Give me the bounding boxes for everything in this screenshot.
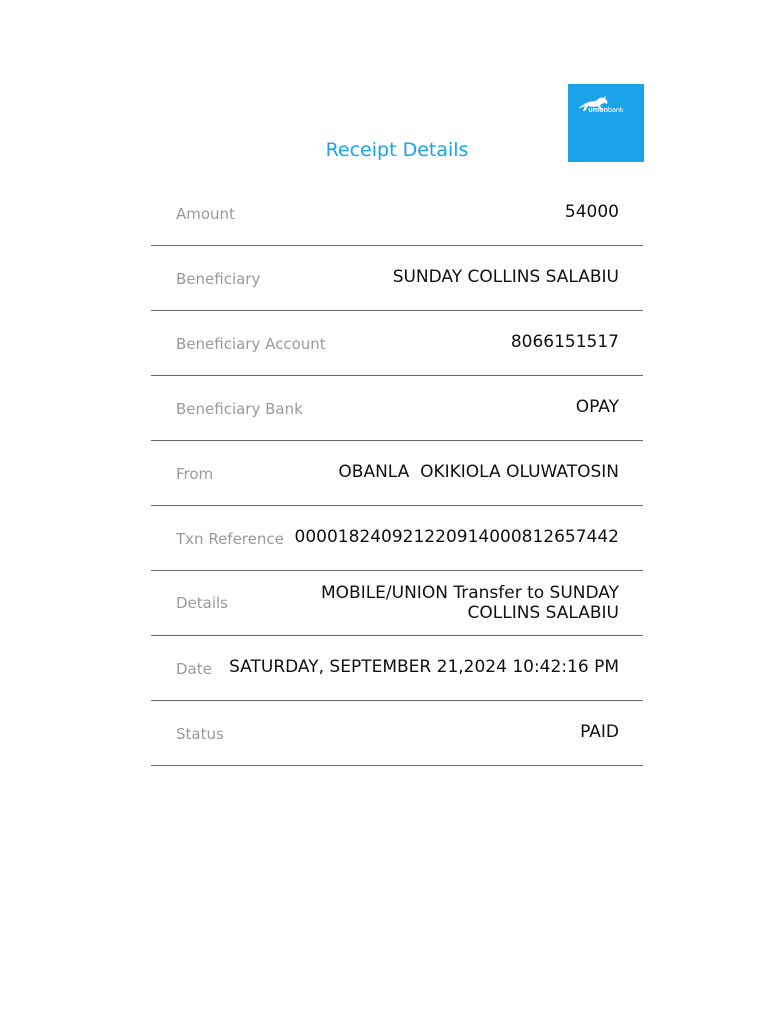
date-value: SATURDAY, SEPTEMBER 21,2024 10:42:16 PM	[229, 657, 619, 677]
row-txn-reference	[151, 506, 643, 571]
details-value-line-2: COLLINS SALABIU	[467, 603, 619, 623]
row-details	[151, 571, 643, 636]
beneficiary-label: Beneficiary	[176, 270, 261, 288]
row-amount	[151, 181, 643, 246]
details-value-line-1: MOBILE/UNION Transfer to SUNDAY	[320, 583, 619, 603]
row-from	[151, 441, 643, 506]
status-label: Status	[176, 725, 224, 743]
beneficiary-bank-label: Beneficiary Bank	[176, 400, 303, 418]
beneficiary-bank-value: OPAY	[575, 397, 619, 417]
beneficiary-account-label: Beneficiary Account	[176, 335, 326, 353]
amount-label: Amount	[176, 205, 235, 223]
receipt-title: Receipt Details	[325, 139, 469, 161]
logo-wordmark: unionbank	[588, 107, 624, 114]
row-date	[151, 636, 643, 701]
beneficiary-account-value: 8066151517	[510, 332, 619, 352]
from-value: OBANLA OKIKIOLA OLUWATOSIN	[338, 462, 619, 482]
txn-reference-label: Txn Reference	[176, 530, 284, 548]
beneficiary-value: SUNDAY COLLINS SALABIU	[392, 267, 619, 287]
from-label: From	[176, 465, 214, 483]
details-value	[279, 583, 619, 623]
row-beneficiary	[151, 246, 643, 311]
status-value: PAID	[580, 722, 619, 742]
row-status	[151, 701, 643, 766]
details-label: Details	[176, 594, 229, 612]
amount-value: 54000	[564, 202, 619, 222]
row-beneficiary-account	[151, 311, 643, 376]
receipt-details-list	[151, 181, 643, 766]
txn-reference-value: 000018240921220914000812657442	[294, 527, 619, 547]
row-beneficiary-bank	[151, 376, 643, 441]
date-label: Date	[176, 660, 212, 678]
